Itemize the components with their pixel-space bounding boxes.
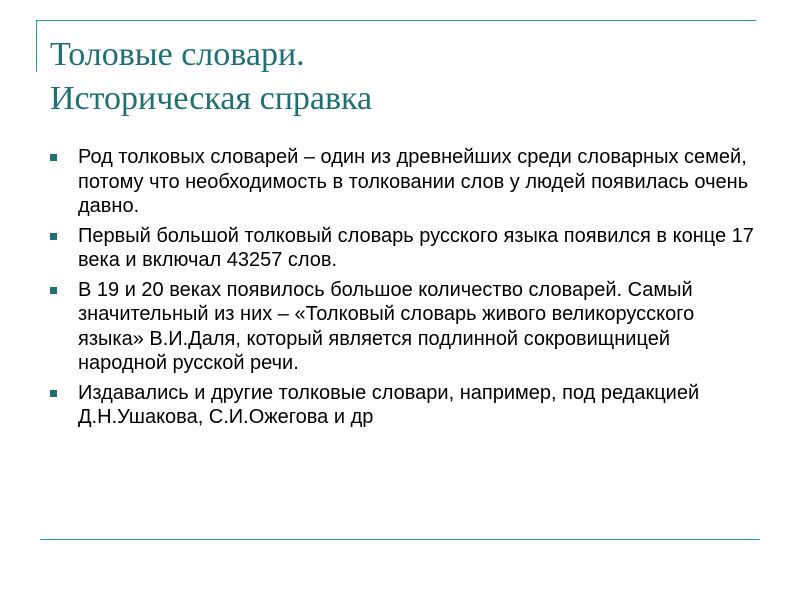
bullet-item [48, 278, 758, 376]
bottom-divider-line [40, 539, 760, 540]
slide-title-line-2: Историческая справка [50, 80, 373, 117]
square-bullet-icon [50, 154, 57, 161]
square-bullet-icon [50, 233, 57, 240]
slide-title [50, 33, 750, 121]
slide-title-line-1: Толовые словари. [50, 36, 305, 73]
bullet-text: В 19 и 20 веках появилось большое количество словарей. Самый значительный из них – «Толковый словарь живого великорусского языка» В.И.Даля, который является подлинной сокровищницей народной русской речи. [78, 278, 695, 374]
bullet-list [48, 145, 758, 435]
bullet-text: Первый большой толковый словарь русского языка появился в конце 17 века и включал 43257 слов. [78, 224, 754, 271]
bullet-text: Издавались и другие толковые словари, например, под редакцией Д.Н.Ушакова, С.И.Ожегова и др [78, 381, 700, 428]
bullet-item [48, 381, 758, 430]
bullet-item [48, 145, 758, 219]
bullet-text: Род толковых словарей – один из древнейших среди словарных семей, потому что необходимость в толковании слов у людей появилась очень давно. [78, 146, 749, 217]
bullet-item [48, 224, 758, 273]
left-accent-line [36, 20, 37, 72]
top-divider-line [36, 20, 756, 21]
square-bullet-icon [50, 287, 57, 294]
square-bullet-icon [50, 390, 57, 397]
